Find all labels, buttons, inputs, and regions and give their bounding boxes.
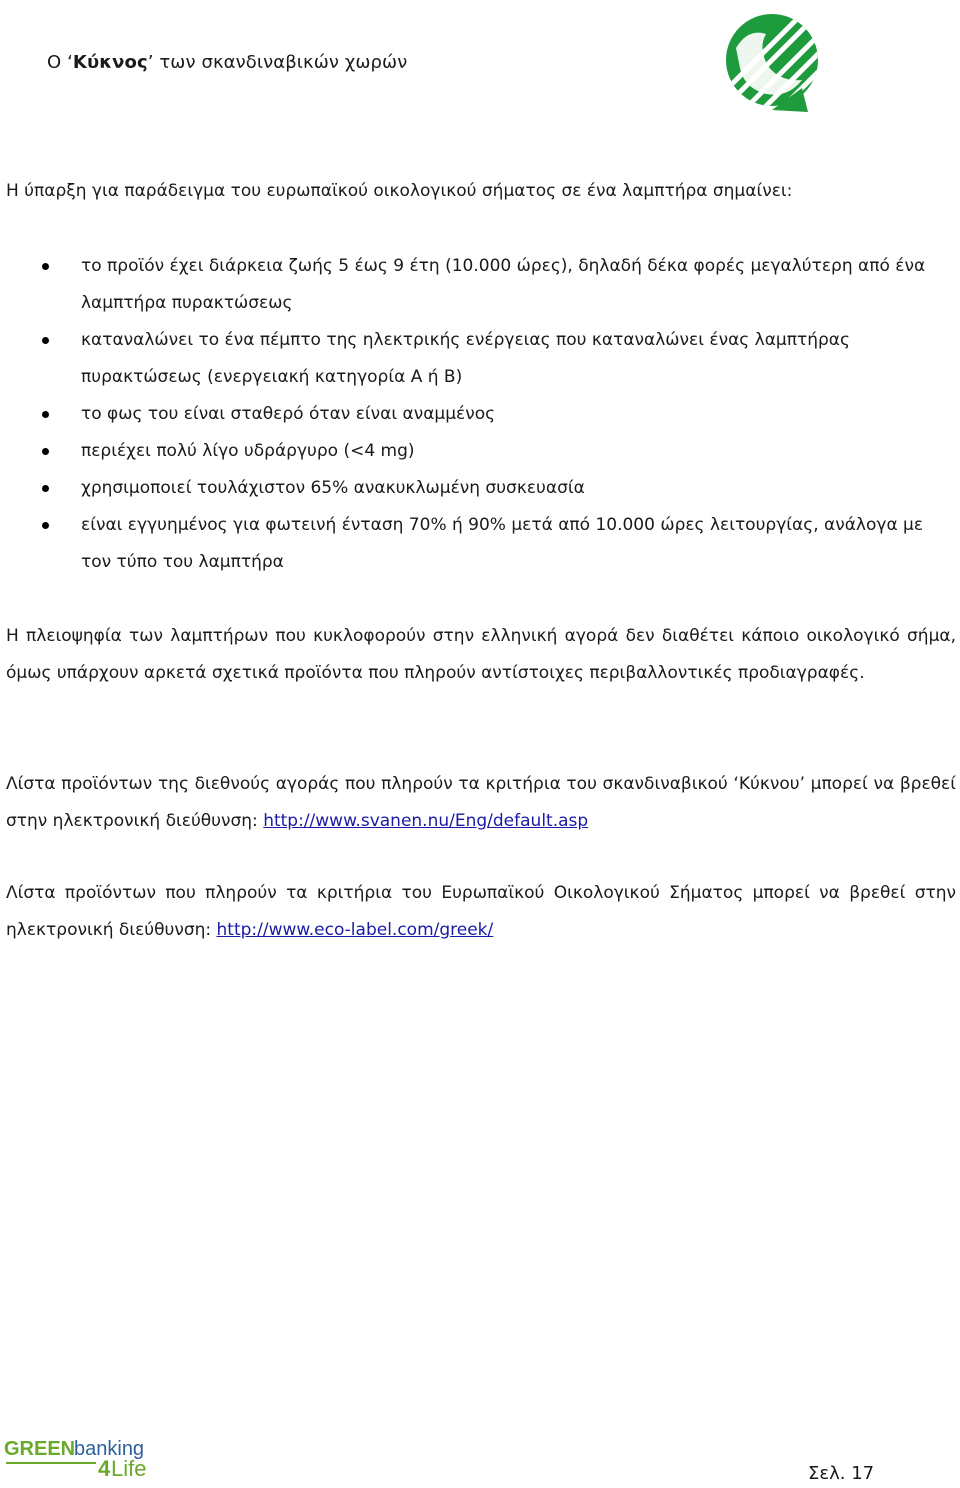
page-number: Σελ. 17: [808, 1463, 875, 1484]
list-item: το προϊόν έχει διάρκεια ζωής 5 έως 9 έτη (10.000 ώρες), δηλαδή δέκα φορές μεγαλύτερη από ένα λαμπτήρα πυρακτώσεως: [0, 248, 960, 322]
ecolabel-link[interactable]: http://www.eco-label.com/greek/: [216, 920, 494, 940]
header-emphasis: Κύκνος: [72, 52, 148, 73]
logo-banking-text: banking: [74, 1438, 145, 1460]
logo-life-text: Life: [111, 1456, 147, 1481]
svanen-link[interactable]: http://www.svanen.nu/Eng/default.asp: [263, 811, 589, 831]
greenbanking-logo: [4, 1436, 164, 1488]
ecolabel-paragraph-text: Λίστα προϊόντων που πληρούν τα κριτήρια του Ευρωπαϊκού Οικολογικού Σήματος μπορεί να βρεθεί στην ηλεκτρονική διεύθυνση:: [6, 883, 956, 940]
page-header-title: [47, 52, 407, 73]
intro-text: Η ύπαρξη για παράδειγμα του ευρωπαϊκού οικολογικού σήματος σε ένα λαμπτήρα σημαίνει:: [6, 181, 793, 201]
logo-four-text: 4: [98, 1456, 111, 1481]
header-suffix: ’ των σκανδιναβικών χωρών: [147, 52, 408, 73]
header-prefix: Ο ‘: [47, 52, 73, 73]
list-item: είναι εγγυημένος για φωτεινή ένταση 70% ή 90% μετά από 10.000 ώρες λειτουργίας, ανάλογα με τον τύπο του λαμπτήρα: [0, 507, 960, 581]
list-item: το φως του είναι σταθερό όταν είναι αναμμένος: [0, 396, 960, 433]
benefits-list: [0, 248, 960, 581]
greenbanking-logo-icon: [4, 1436, 164, 1484]
list-item: χρησιμοποιεί τουλάχιστον 65% ανακυκλωμένη συσκευασία: [0, 470, 960, 507]
list-item: περιέχει πολύ λίγο υδράργυρο (<4 mg): [0, 433, 960, 470]
swan-paragraph: [6, 766, 956, 840]
ecolabel-paragraph: [6, 875, 956, 949]
swan-paragraph-text: Λίστα προϊόντων της διεθνούς αγοράς που πληρούν τα κριτήρια του σκανδιναβικού ‘Κύκνου’ μπορεί να βρεθεί στην ηλεκτρονική διεύθυνση:: [6, 774, 956, 831]
list-item: καταναλώνει το ένα πέμπτο της ηλεκτρικής ενέργειας που καταναλώνει ένας λαμπτήρας πυρακτώσεως (ενεργειακή κατηγορία A ή B): [0, 322, 960, 396]
logo-green-text: GREEN: [4, 1438, 76, 1460]
market-paragraph: Η πλειοψηφία των λαμπτήρων που κυκλοφορούν στην ελληνική αγορά δεν διαθέτει κάποιο οικολογικό σήμα, όμως υπάρχουν αρκετά σχετικά προϊόντα που πληρούν αντίστοιχες περιβαλλοντικές προδιαγραφές.: [6, 626, 956, 683]
nordic-swan-logo-icon: [722, 8, 820, 118]
